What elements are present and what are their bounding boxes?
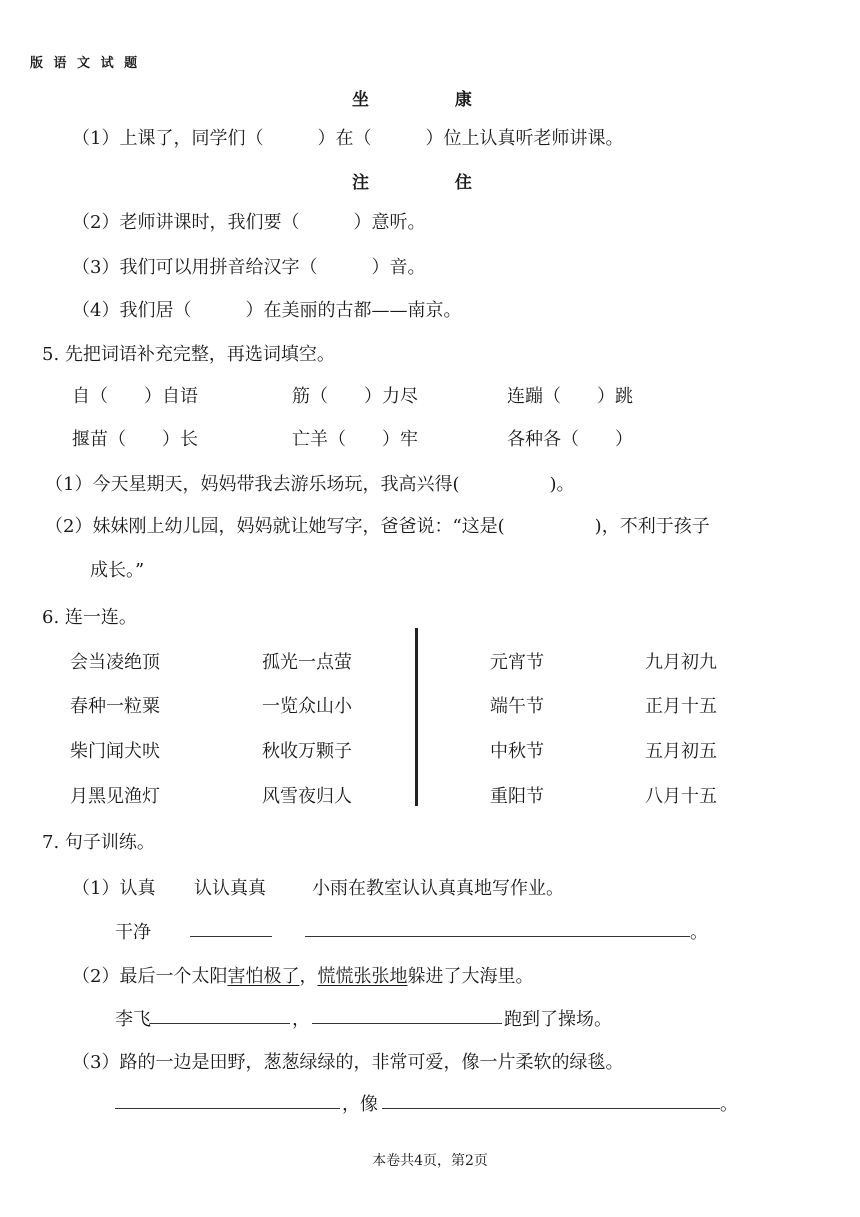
q5-word-3: 连蹦（ ）跳 <box>507 386 633 407</box>
festival-date: 九月初九 <box>645 652 717 673</box>
q7-s2-mid: ， <box>299 966 318 987</box>
festival-name: 端午节 <box>490 696 544 717</box>
poem-line-left: 月黑见渔灯 <box>70 786 160 807</box>
q7-s1-word2: 干净 <box>115 922 151 943</box>
answer-blank-phrase-1[interactable] <box>150 1005 290 1024</box>
q5-word-2: 筋（ ）力尽 <box>292 386 418 407</box>
q4-sentence-2: （2）老师讲课时，我们要（ ）意听。 <box>72 212 426 233</box>
q5-sentence-2b: 成长。” <box>90 560 145 581</box>
q7-s2-fill-comma: ， <box>292 1009 310 1030</box>
q5-word-4: 揠苗（ ）长 <box>72 429 198 450</box>
q7-s2-suffix: 躲进了大海里。 <box>407 966 534 987</box>
column-divider <box>415 628 418 806</box>
q7-s1-word: 认认真真 <box>194 878 266 899</box>
q7-s3-period: 。 <box>720 1094 738 1115</box>
word-pair-2: 注 住 <box>352 173 512 193</box>
page-footer: 本卷共4页，第2页 <box>372 1153 488 1169</box>
answer-blank-clause-2[interactable] <box>382 1090 720 1109</box>
q7-s1-period: 。 <box>690 922 708 943</box>
q5-word-6: 各种各（ ） <box>507 429 633 450</box>
underlined-phrase-1: 害怕极了 <box>227 966 300 987</box>
festival-date: 正月十五 <box>645 696 717 717</box>
q4-sentence-1: （1）上课了，同学们（ ）在（ ）位上认真听老师讲课。 <box>72 128 624 149</box>
q4-sentence-4: （4）我们居（ ）在美丽的古都——南京。 <box>72 300 462 321</box>
q7-s1-example: 小雨在教室认认真真地写作业。 <box>312 878 564 899</box>
festival-name: 重阳节 <box>490 786 544 807</box>
q5-title: 5. 先把词语补充完整，再选词填空。 <box>42 344 335 365</box>
festival-name: 元宵节 <box>490 652 544 673</box>
answer-blank-phrase-2[interactable] <box>312 1005 502 1024</box>
q7-s1-label: （1）认真 <box>72 878 156 899</box>
q7-s2-fill-end: 跑到了操场。 <box>504 1009 612 1030</box>
q4-sentence-3: （3）我们可以用拼音给汉字（ ）音。 <box>72 257 426 278</box>
poem-line-right: 一览众山小 <box>262 696 352 717</box>
q7-s3-comma-like: ，像 <box>342 1094 378 1115</box>
answer-blank-word[interactable] <box>190 918 272 937</box>
q5-word-1: 自（ ）自语 <box>72 386 198 407</box>
poem-line-right: 风雪夜归人 <box>262 786 352 807</box>
festival-date: 五月初五 <box>645 741 717 762</box>
poem-line-right: 秋收万颗子 <box>262 741 352 762</box>
answer-blank-sentence[interactable] <box>305 918 690 937</box>
q7-s2-fill-start: 李飞 <box>115 1009 151 1030</box>
q7-sentence-2 <box>72 962 533 988</box>
q6-title: 6. 连一连。 <box>42 607 137 628</box>
q7-title: 7. 句子训练。 <box>42 832 155 853</box>
poem-line-right: 孤光一点萤 <box>262 652 352 673</box>
festival-date: 八月十五 <box>645 786 717 807</box>
poem-line-left: 会当凌绝顶 <box>70 652 160 673</box>
exam-header: 版 语 文 试 题 <box>30 56 141 71</box>
underlined-phrase-2: 慌慌张张地 <box>317 966 408 987</box>
festival-name: 中秋节 <box>490 741 544 762</box>
word-pair-1: 坐 康 <box>352 90 512 110</box>
answer-blank-clause-1[interactable] <box>115 1090 340 1109</box>
q7-sentence-3: （3）路的一边是田野，葱葱绿绿的，非常可爱，像一片柔软的绿毯。 <box>72 1052 624 1073</box>
q5-word-5: 亡羊（ ）牢 <box>292 429 418 450</box>
poem-line-left: 柴门闻犬吠 <box>70 741 160 762</box>
q7-s2-prefix: （2）最后一个太阳 <box>72 966 228 987</box>
poem-line-left: 春种一粒粟 <box>70 696 160 717</box>
q5-sentence-2a: （2）妹妹刚上幼儿园，妈妈就让她写字，爸爸说：“这是( )，不利于孩子 <box>45 516 710 537</box>
q5-sentence-1: （1）今天星期天，妈妈带我去游乐场玩，我高兴得( )。 <box>45 474 575 495</box>
